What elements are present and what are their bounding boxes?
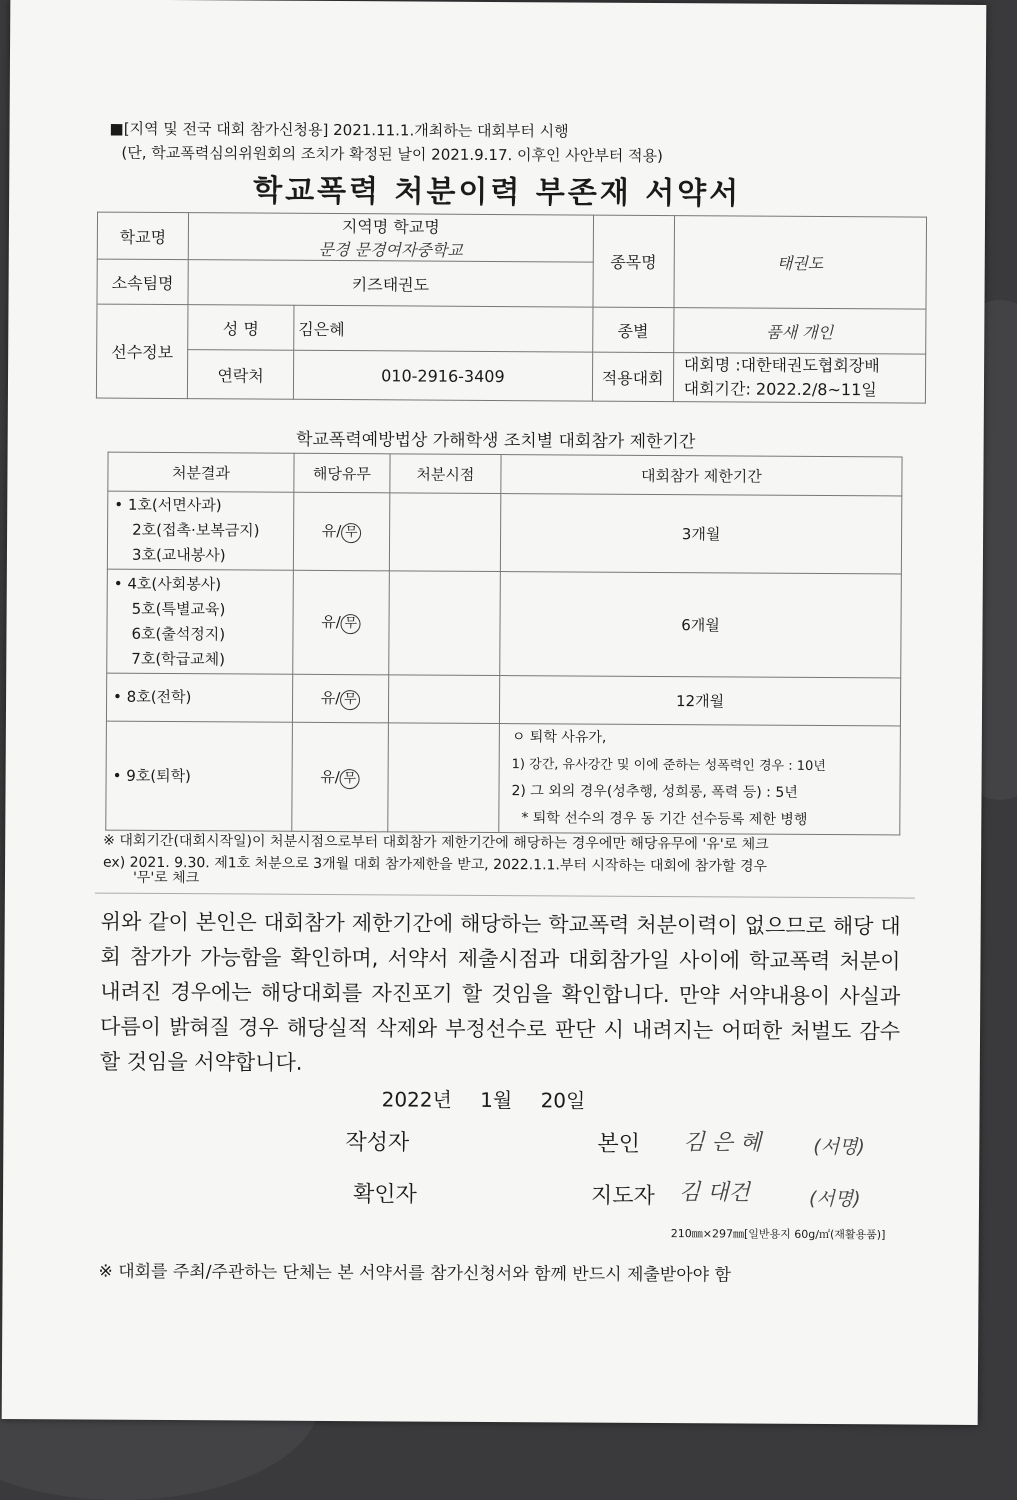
sanctions-title: 학교폭력예방법상 가해학생 조치별 대회참가 제한기간 <box>295 429 696 453</box>
self-seal: (서명) <box>813 1135 865 1159</box>
time-cell <box>388 675 499 724</box>
sanction-item: 5호(특별교육) <box>131 599 226 618</box>
self-signature: 김 은 혜 <box>683 1130 762 1156</box>
sanction-item: 6호(출석정지) <box>131 624 226 643</box>
sanctions-table <box>105 452 902 836</box>
yn-prefix: 유/ <box>320 767 340 786</box>
note-2: ex) 2021. 9.30. 제1호 처분으로 3개월 대회 참가제한을 받고, 2022.1.1.부터 시작하는 대회에 참가할 경우 <box>103 854 768 875</box>
player-label: 선수정보 <box>96 304 188 399</box>
paper-spec: 210㎜×297㎜[일반용지 60g/㎡(재활용품)] <box>670 1227 886 1242</box>
competition-name: 대회명 :대한태권도협회장배 <box>683 355 880 376</box>
info-table <box>96 212 927 404</box>
sanction-items <box>107 491 293 570</box>
table-row <box>107 569 902 678</box>
applicable-cell <box>293 570 390 675</box>
col-header-applicable: 해당유무 <box>294 453 390 493</box>
table-row <box>106 721 901 835</box>
applicable-cell <box>292 674 388 723</box>
table-row <box>106 673 900 726</box>
school-cell <box>188 213 593 262</box>
self-label: 본인 <box>597 1131 640 1157</box>
coach-seal: (서명) <box>808 1187 861 1211</box>
contact-value: 010-2916-3409 <box>293 350 592 401</box>
applicable-cell <box>293 492 389 571</box>
period-line: 2) 그 외의 경우(성추행, 성희롱, 폭력 등) : 5년 <box>511 783 798 801</box>
team-label: 소속팀명 <box>97 259 188 305</box>
footer-note: ※ 대회를 주최/주관하는 단체는 본 서약서를 참가신청서와 함께 반드시 제출받아야 함 <box>98 1261 731 1286</box>
name-value: 김은혜 <box>294 305 593 352</box>
sport-label: 종목명 <box>593 215 675 307</box>
yn-prefix: 유/ <box>321 521 342 541</box>
document-page <box>2 0 987 1425</box>
yn-circled-mark: 무 <box>341 523 361 543</box>
pledge-date: 2022년 1월 20일 <box>381 1087 586 1113</box>
document-title: 학교폭력 처분이력 부존재 서약서 <box>253 173 742 212</box>
sanction-items <box>107 569 294 674</box>
header-line-1: ■[지역 및 전국 대회 참가신청용] 2021.11.1.개최하는 대회부터 시행 <box>109 119 569 141</box>
school-value: 문경 문경여자중학교 <box>318 239 463 260</box>
sanction-item: • 8호(전학) <box>113 687 192 707</box>
sanction-item: 2호(접촉·보복금지) <box>132 520 260 540</box>
period-value: 12개월 <box>499 676 900 726</box>
header-line-2: (단, 학교폭력심의위원회의 조치가 확정된 날이 2021.9.17. 이후인 사안부터 적용) <box>121 143 663 166</box>
table-row <box>107 491 901 574</box>
period-line: ㅇ 퇴학 사유가, <box>511 729 607 746</box>
yn-prefix: 유/ <box>321 612 341 632</box>
sanction-items <box>106 673 292 722</box>
event-label: 종별 <box>592 307 673 352</box>
yn-circled-mark: 무 <box>340 769 360 789</box>
sanction-item: • 4호(사회봉사) <box>113 574 222 593</box>
col-header-period: 대회참가 제한기간 <box>501 455 902 496</box>
competition-label: 적용대회 <box>592 352 673 401</box>
sanction-item: • 1호(서면사과) <box>114 495 222 515</box>
col-header-result: 처분결과 <box>108 452 294 492</box>
sanction-items <box>106 721 293 831</box>
sanction-item: • 9호(퇴학) <box>112 766 192 785</box>
writer-label: 작성자 <box>345 1130 410 1156</box>
period-line: * 퇴학 선수의 경우 동 기간 선수등록 제한 병행 <box>521 810 808 828</box>
sanction-item: 7호(학급교체) <box>131 649 226 668</box>
name-label: 성 명 <box>188 305 294 351</box>
coach-signature: 김 대건 <box>678 1180 750 1206</box>
time-cell <box>389 493 500 572</box>
contact-label: 연락처 <box>187 350 293 400</box>
sanction-item: 3호(교내봉사) <box>131 545 226 565</box>
col-header-time: 처분시점 <box>390 454 501 494</box>
event-value: 품새 개인 <box>673 308 926 355</box>
divider <box>95 893 915 899</box>
coach-label: 지도자 <box>590 1183 655 1209</box>
competition-cell <box>673 353 926 404</box>
yn-prefix: 유/ <box>320 688 341 708</box>
confirm-label: 확인자 <box>352 1182 417 1208</box>
applicable-cell <box>292 722 389 832</box>
time-cell <box>388 723 500 833</box>
school-label: 학교명 <box>97 212 188 260</box>
pledge-text: 위와 같이 본인은 대회참가 제한기간에 해당하는 학교폭력 처분이력이 없으므로 해당 대회 참가가 가능함을 확인하며, 서약서 제출시점과 대회참가일 사이에 학교폭력 처분이 내려진 경우에는 해당대회를 자진포기 할 것임을 확인합니다. 만약 서약내용이 사실과 다름이 밝혀질 경우 해당실적 삭제와 부정선수로 판단 시 내려지는 어떠한 처벌도 감수할 것임을 서약합니다. <box>99 909 901 1075</box>
period-value: 3개월 <box>500 494 901 574</box>
note-3: '무'로 체크 <box>132 869 200 887</box>
time-cell <box>389 571 501 676</box>
sport-value: 태권도 <box>674 216 927 310</box>
school-sub-label: 지역명 학교명 <box>341 217 440 237</box>
competition-period: 대회기간: 2022.2/8~11일 <box>683 379 877 400</box>
period-line: 1) 강간, 유사강간 및 이에 준하는 성폭력인 경우 : 10년 <box>511 757 826 775</box>
period-value: 6개월 <box>500 572 902 678</box>
team-value: 키즈태권도 <box>188 260 593 307</box>
yn-circled-mark: 무 <box>341 614 361 634</box>
yn-circled-mark: 무 <box>340 690 360 710</box>
expulsion-period-cell <box>499 724 901 835</box>
note-1: ※ 대회기간(대회시작일)이 처분시점으로부터 대회참가 제한기간에 해당하는 경우에만 해당유무에 '유'로 체크 <box>103 832 769 853</box>
